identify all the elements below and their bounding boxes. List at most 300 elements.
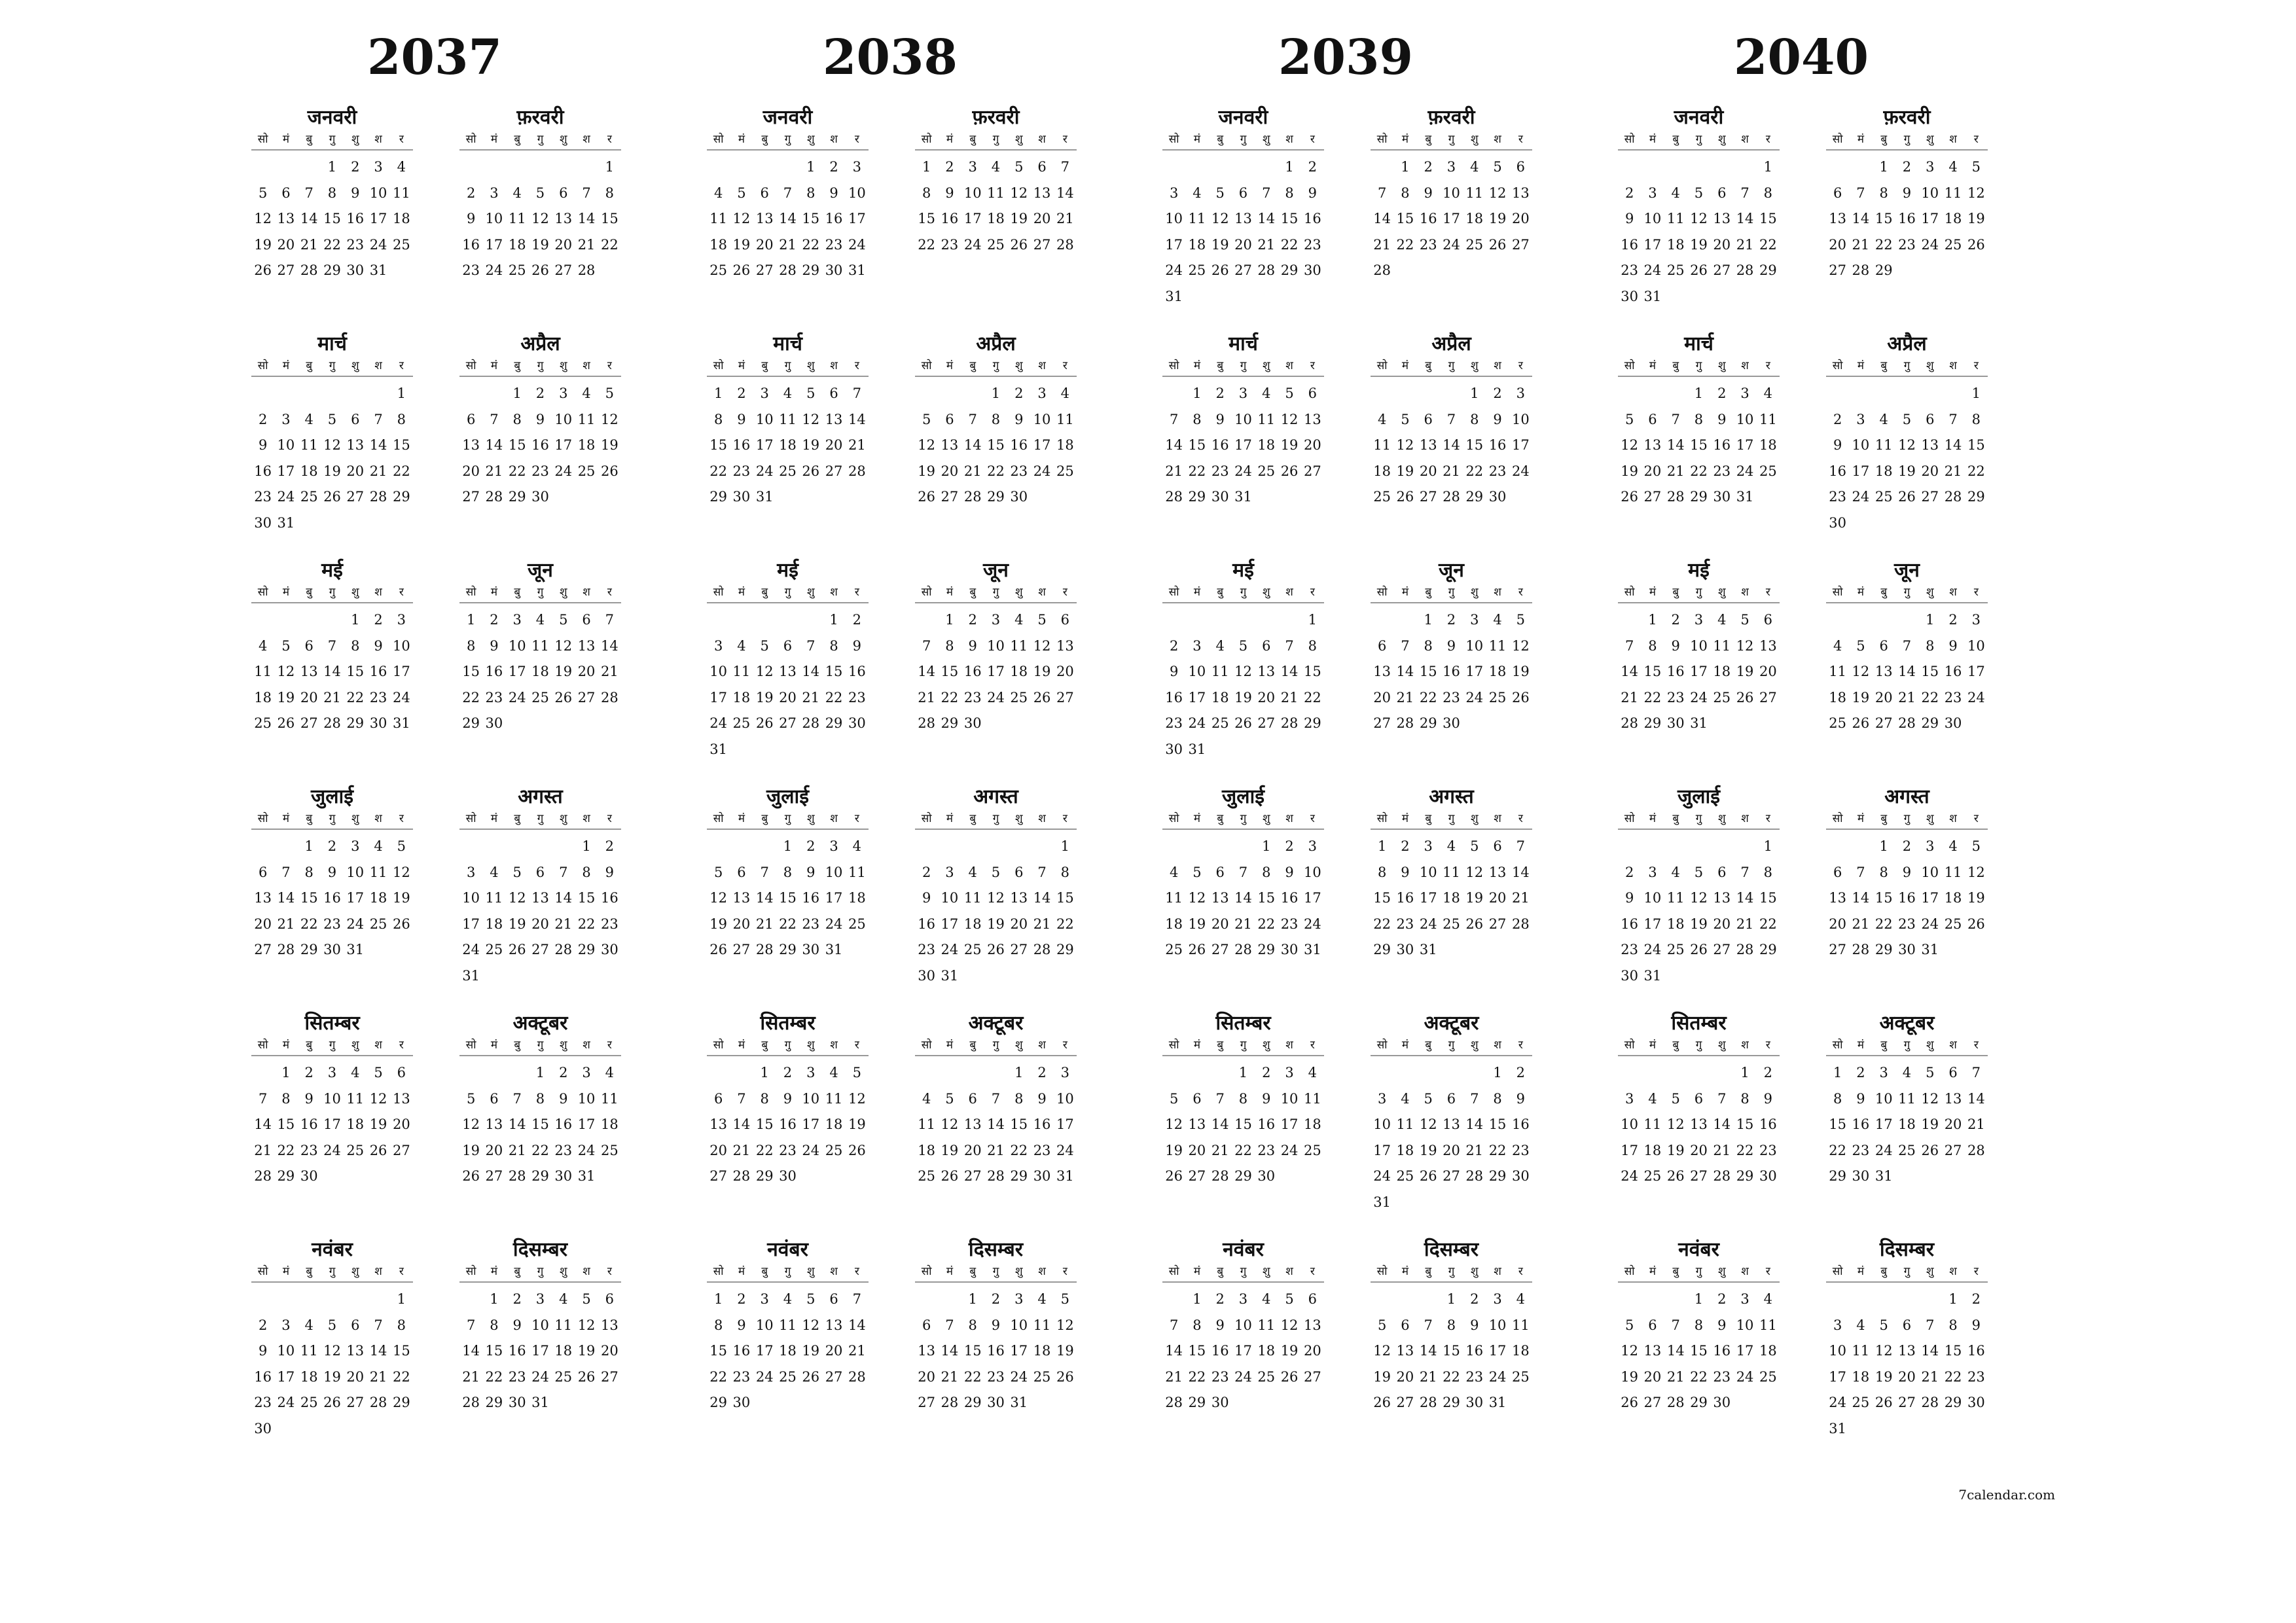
day-cell: 19 <box>1211 236 1229 253</box>
day-cell: 3 <box>1014 1291 1024 1307</box>
day-cell: 21 <box>577 236 596 253</box>
day-cell: 19 <box>1511 664 1530 679</box>
weekday-label: शु <box>1718 133 1726 146</box>
day-cell: 9 <box>1833 437 1842 453</box>
empty-cell <box>1826 607 1849 633</box>
weekday-label: गु <box>1903 1039 1910 1052</box>
day-cell: 28 <box>1234 942 1252 957</box>
day-cell: 19 <box>1165 1142 1183 1158</box>
day-cell: 9 <box>922 890 931 906</box>
month-name: जुलाई <box>766 785 810 808</box>
month-name: दिसम्बर <box>1879 1238 1935 1261</box>
day-cell: 3 <box>466 864 476 880</box>
day-cell: 3 <box>1193 637 1202 654</box>
day-cell: 5 <box>806 385 816 401</box>
day-cell: 11 <box>709 211 727 226</box>
day-cell: 21 <box>732 1142 751 1158</box>
weekday-label: गु <box>1695 359 1702 372</box>
weekday-header <box>1826 357 1988 377</box>
day-cell: 16 <box>1396 890 1414 906</box>
day-grid <box>1618 151 1780 310</box>
day-cell: 31 <box>1373 1194 1391 1210</box>
day-cell: 9 <box>1971 1317 1981 1333</box>
day-cell: 24 <box>1829 1395 1846 1410</box>
weekday-label: श <box>1038 359 1046 372</box>
day-cell: 15 <box>392 437 410 453</box>
day-cell: 3 <box>327 1065 337 1080</box>
day-cell: 5 <box>713 864 723 880</box>
day-cell: 18 <box>1396 1142 1414 1158</box>
weekday-label: बु <box>514 586 521 599</box>
empty-cell <box>506 834 529 860</box>
day-cell: 14 <box>277 890 295 906</box>
day-cell: 3 <box>852 159 862 175</box>
empty-cell <box>1232 607 1255 633</box>
day-cell: 3 <box>1926 159 1935 175</box>
weekday-label: र <box>607 1265 612 1278</box>
empty-cell <box>274 834 297 860</box>
day-cell: 1 <box>582 838 591 854</box>
day-cell: 15 <box>802 211 820 226</box>
weekday-label: सो <box>1376 1039 1388 1052</box>
day-cell: 17 <box>1511 437 1530 453</box>
weekday-label: सो <box>713 1039 724 1052</box>
weekday-label: श <box>583 1039 590 1052</box>
day-cell: 28 <box>848 463 866 479</box>
day-cell: 3 <box>374 159 383 175</box>
day-cell: 4 <box>1948 838 1958 854</box>
day-cell: 10 <box>369 185 387 201</box>
day-cell: 18 <box>1465 211 1484 226</box>
day-cell: 10 <box>1303 864 1321 880</box>
day-grid <box>1371 1283 1532 1416</box>
weekday-label: शु <box>351 1039 359 1052</box>
day-cell: 6 <box>1948 1065 1958 1080</box>
day-cell: 24 <box>1852 489 1870 505</box>
day-cell: 8 <box>397 1317 406 1333</box>
weekday-label: गु <box>784 1265 791 1278</box>
month-name: जून <box>1439 559 1464 582</box>
day-cell: 16 <box>369 664 387 679</box>
day-grid <box>1371 603 1532 737</box>
empty-cell <box>1687 154 1710 181</box>
empty-cell <box>251 154 274 181</box>
day-cell: 26 <box>1621 1395 1638 1410</box>
weekday-label: गु <box>784 359 791 372</box>
day-cell: 29 <box>1303 715 1321 731</box>
day-cell: 15 <box>1056 890 1074 906</box>
day-grid <box>1162 1283 1324 1416</box>
day-cell: 23 <box>346 236 365 253</box>
day-cell: 15 <box>1443 1343 1460 1359</box>
day-cell: 23 <box>1303 236 1321 253</box>
day-cell: 2 <box>1424 159 1433 175</box>
weekday-label: र <box>1518 133 1523 146</box>
weekday-label: बु <box>1217 359 1224 372</box>
day-cell: 20 <box>1234 236 1252 253</box>
day-cell: 24 <box>277 1395 295 1410</box>
day-cell: 30 <box>600 942 619 957</box>
day-cell: 30 <box>1713 489 1731 505</box>
empty-cell <box>707 607 730 633</box>
day-cell: 10 <box>1234 1317 1252 1333</box>
day-cell: 18 <box>254 689 272 705</box>
weekday-header <box>1618 131 1780 151</box>
weekday-header <box>915 810 1077 830</box>
weekday-label: बु <box>1672 133 1679 146</box>
day-cell: 14 <box>1944 437 1962 453</box>
day-cell: 3 <box>1377 1090 1387 1107</box>
day-cell: 12 <box>1874 1343 1893 1359</box>
day-cell: 15 <box>1921 664 1939 679</box>
day-cell: 13 <box>392 1090 410 1107</box>
month-10 <box>459 1010 621 1190</box>
day-cell: 17 <box>1056 1116 1074 1132</box>
day-cell: 20 <box>825 437 843 453</box>
day-cell: 22 <box>508 463 526 479</box>
day-cell: 1 <box>806 159 816 175</box>
day-cell: 12 <box>802 411 820 427</box>
day-cell: 16 <box>1465 1343 1484 1359</box>
day-cell: 14 <box>323 664 341 679</box>
day-cell: 29 <box>1465 489 1484 505</box>
day-cell: 6 <box>304 637 314 654</box>
day-cell: 19 <box>1033 664 1051 679</box>
weekday-label: सो <box>257 133 268 146</box>
day-cell: 24 <box>1033 463 1051 479</box>
day-cell: 28 <box>941 1395 959 1410</box>
day-cell: 19 <box>369 1116 387 1132</box>
day-grid <box>459 1056 621 1190</box>
day-cell: 25 <box>1852 1395 1870 1410</box>
month-9 <box>1618 1010 1780 1190</box>
day-cell: 21 <box>600 664 619 679</box>
weekday-label: शु <box>807 586 815 599</box>
day-cell: 8 <box>490 1317 499 1333</box>
day-cell: 16 <box>825 211 843 226</box>
weekday-label: सो <box>1832 1265 1843 1278</box>
day-cell: 22 <box>941 689 959 705</box>
weekday-label: गु <box>784 133 791 146</box>
day-cell: 8 <box>1879 864 1888 880</box>
weekday-label: सो <box>713 133 724 146</box>
day-cell: 24 <box>1874 1142 1893 1158</box>
day-cell: 6 <box>783 637 793 654</box>
day-cell: 18 <box>531 664 549 679</box>
empty-cell <box>1826 1287 1849 1313</box>
day-cell: 13 <box>1921 437 1939 453</box>
day-cell: 19 <box>1465 890 1484 906</box>
weekday-label: बु <box>306 133 313 146</box>
day-cell: 15 <box>709 1343 727 1359</box>
day-cell: 7 <box>559 864 568 880</box>
weekday-header <box>1162 357 1324 377</box>
empty-cell <box>1209 834 1232 860</box>
weekday-label: सो <box>1624 586 1635 599</box>
day-cell: 10 <box>323 1090 341 1107</box>
day-cell: 19 <box>254 236 272 253</box>
day-cell: 29 <box>1921 715 1939 731</box>
day-cell: 12 <box>1852 664 1870 679</box>
weekday-label: सो <box>713 1265 724 1278</box>
day-cell: 15 <box>1759 211 1777 226</box>
day-cell: 15 <box>1874 890 1893 906</box>
day-cell: 10 <box>1033 411 1051 427</box>
day-cell: 27 <box>963 1168 982 1184</box>
day-cell: 6 <box>1717 864 1727 880</box>
day-cell: 25 <box>1898 1142 1916 1158</box>
day-cell: 19 <box>1690 916 1708 932</box>
day-cell: 13 <box>1056 637 1074 654</box>
month-name: जनवरी <box>1218 106 1268 129</box>
day-cell: 8 <box>1193 411 1202 427</box>
day-cell: 23 <box>963 689 982 705</box>
weekday-label: बु <box>969 1039 977 1052</box>
day-cell: 6 <box>922 1317 931 1333</box>
day-cell: 12 <box>1211 211 1229 226</box>
weekday-label: र <box>854 133 859 146</box>
day-cell: 29 <box>1257 942 1276 957</box>
day-cell: 8 <box>1971 411 1981 427</box>
day-cell: 22 <box>1443 1368 1460 1385</box>
day-cell: 22 <box>323 236 341 253</box>
day-cell: 20 <box>1033 211 1051 226</box>
weekday-label: र <box>1310 1039 1315 1052</box>
day-cell: 21 <box>1666 1368 1685 1385</box>
weekday-label: शु <box>1263 1039 1270 1052</box>
weekday-label: श <box>1741 1039 1749 1052</box>
day-cell: 25 <box>346 1142 365 1158</box>
empty-cell <box>321 607 344 633</box>
weekday-header <box>459 131 621 151</box>
day-cell: 13 <box>277 211 295 226</box>
day-grid <box>1162 377 1324 510</box>
day-cell: 25 <box>1303 1142 1321 1158</box>
day-cell: 27 <box>1829 942 1846 957</box>
weekday-label: श <box>583 812 590 825</box>
day-cell: 18 <box>732 689 751 705</box>
day-cell: 2 <box>512 1291 522 1307</box>
day-cell: 28 <box>1257 262 1276 278</box>
day-grid <box>915 1056 1077 1190</box>
day-cell: 25 <box>732 715 751 731</box>
weekday-label: मं <box>1857 133 1864 146</box>
month-name: सितम्बर <box>1671 1012 1727 1035</box>
day-cell: 7 <box>1285 637 1294 654</box>
empty-cell <box>1873 381 1895 407</box>
day-cell: 5 <box>535 185 545 201</box>
day-cell: 6 <box>1215 864 1225 880</box>
day-cell: 10 <box>987 637 1005 654</box>
day-cell: 5 <box>1377 1317 1387 1333</box>
month-8 <box>1826 784 1988 963</box>
day-cell: 4 <box>783 385 793 401</box>
day-cell: 10 <box>1621 1116 1638 1132</box>
weekday-label: शु <box>1015 1265 1023 1278</box>
day-cell: 3 <box>1833 1317 1842 1333</box>
day-cell: 8 <box>1694 411 1704 427</box>
day-cell: 24 <box>825 916 843 932</box>
day-cell: 25 <box>1643 1168 1662 1184</box>
day-cell: 27 <box>709 1168 727 1184</box>
day-cell: 17 <box>1921 211 1939 226</box>
day-cell: 5 <box>1193 864 1202 880</box>
day-cell: 18 <box>1829 689 1846 705</box>
day-cell: 6 <box>466 411 476 427</box>
weekday-label: शु <box>1926 586 1934 599</box>
weekday-label: र <box>399 133 404 146</box>
day-cell: 17 <box>1234 437 1252 453</box>
weekday-label: मं <box>282 1039 289 1052</box>
day-cell: 15 <box>1759 890 1777 906</box>
day-cell: 29 <box>1373 942 1391 957</box>
month-8 <box>459 784 621 989</box>
day-cell: 30 <box>1967 1395 1985 1410</box>
day-cell: 19 <box>531 236 549 253</box>
day-grid <box>1618 1283 1780 1416</box>
weekday-label: गु <box>537 1039 544 1052</box>
month-3 <box>1618 331 1780 510</box>
day-cell: 7 <box>1169 1317 1179 1333</box>
day-cell: 28 <box>1465 1168 1484 1184</box>
weekday-header <box>1371 810 1532 830</box>
month-name: मई <box>1232 559 1254 582</box>
day-grid <box>1618 603 1780 737</box>
weekday-label: बु <box>1425 586 1432 599</box>
day-cell: 23 <box>485 689 503 705</box>
day-cell: 27 <box>1033 236 1051 253</box>
day-cell: 3 <box>1169 185 1179 201</box>
weekday-header <box>1371 131 1532 151</box>
day-cell: 14 <box>1373 211 1391 226</box>
day-cell: 31 <box>1488 1395 1507 1410</box>
day-cell: 2 <box>535 385 545 401</box>
day-cell: 4 <box>1856 1317 1865 1333</box>
day-cell: 20 <box>1010 916 1028 932</box>
month-name: सितम्बर <box>1215 1012 1271 1035</box>
day-cell: 26 <box>1373 1395 1391 1410</box>
day-cell: 26 <box>1852 715 1870 731</box>
day-cell: 11 <box>1511 1317 1530 1333</box>
weekday-label: सो <box>257 586 268 599</box>
day-cell: 4 <box>1648 1090 1657 1107</box>
day-cell: 20 <box>1944 1116 1962 1132</box>
day-cell: 19 <box>508 916 526 932</box>
day-cell: 23 <box>254 1395 272 1410</box>
day-cell: 30 <box>1211 489 1229 505</box>
day-cell: 12 <box>392 864 410 880</box>
day-cell: 20 <box>1303 437 1321 453</box>
weekday-label: गु <box>329 1039 336 1052</box>
month-11 <box>251 1237 413 1442</box>
day-cell: 31 <box>1829 1420 1846 1436</box>
day-cell: 31 <box>531 1395 549 1410</box>
day-cell: 5 <box>1238 637 1248 654</box>
day-grid <box>459 377 621 510</box>
day-cell: 20 <box>1488 890 1507 906</box>
day-cell: 14 <box>554 890 573 906</box>
day-cell: 24 <box>755 463 774 479</box>
day-cell: 28 <box>1165 489 1183 505</box>
day-cell: 9 <box>1717 411 1727 427</box>
day-cell: 16 <box>300 1116 318 1132</box>
day-cell: 14 <box>508 1116 526 1132</box>
day-cell: 8 <box>1493 1090 1502 1107</box>
day-cell: 27 <box>825 463 843 479</box>
day-cell: 21 <box>323 689 341 705</box>
day-cell: 5 <box>327 411 337 427</box>
empty-cell <box>1733 834 1756 860</box>
month-7 <box>1162 784 1324 963</box>
day-cell: 12 <box>531 211 549 226</box>
day-cell: 6 <box>1493 838 1502 854</box>
empty-cell <box>1440 381 1463 407</box>
day-cell: 16 <box>254 463 272 479</box>
empty-cell <box>915 607 938 633</box>
day-cell: 7 <box>1238 864 1248 880</box>
empty-cell <box>1849 154 1872 181</box>
weekday-header <box>251 584 413 603</box>
day-cell: 24 <box>531 1368 549 1385</box>
empty-cell <box>1918 1287 1941 1313</box>
weekday-label: गु <box>1695 812 1702 825</box>
day-cell: 13 <box>462 437 480 453</box>
day-cell: 4 <box>968 864 977 880</box>
day-cell: 6 <box>968 1090 977 1107</box>
day-cell: 12 <box>577 1317 596 1333</box>
weekday-label: श <box>1038 1265 1046 1278</box>
day-cell: 20 <box>709 1142 727 1158</box>
empty-cell <box>1209 607 1232 633</box>
day-cell: 3 <box>760 1291 769 1307</box>
day-cell: 28 <box>1211 1168 1229 1184</box>
day-cell: 4 <box>1833 637 1842 654</box>
day-cell: 22 <box>987 463 1005 479</box>
day-cell: 5 <box>922 411 931 427</box>
empty-cell <box>776 607 799 633</box>
weekday-label: सो <box>1624 359 1635 372</box>
day-cell: 6 <box>1238 185 1248 201</box>
day-cell: 18 <box>1033 1343 1051 1359</box>
empty-cell <box>1641 381 1664 407</box>
day-cell: 2 <box>1215 1291 1225 1307</box>
day-cell: 26 <box>1165 1168 1183 1184</box>
day-cell: 28 <box>485 489 503 505</box>
day-cell: 1 <box>1262 838 1271 854</box>
empty-cell <box>1826 154 1849 181</box>
day-cell: 5 <box>1879 1317 1888 1333</box>
weekday-label: सो <box>465 133 476 146</box>
weekday-label: गु <box>992 1265 999 1278</box>
day-cell: 8 <box>351 637 360 654</box>
weekday-label: र <box>399 1265 404 1278</box>
empty-cell <box>1232 154 1255 181</box>
day-cell: 2 <box>1624 864 1634 880</box>
day-cell: 2 <box>829 159 838 175</box>
empty-cell <box>707 834 730 860</box>
day-cell: 16 <box>1211 437 1229 453</box>
day-cell: 27 <box>346 1395 365 1410</box>
day-cell: 16 <box>508 1343 526 1359</box>
day-cell: 22 <box>346 689 365 705</box>
weekday-label: शु <box>351 133 359 146</box>
day-cell: 17 <box>1373 1142 1391 1158</box>
weekday-label: मं <box>1193 359 1200 372</box>
day-cell: 6 <box>1037 159 1047 175</box>
day-cell: 3 <box>1856 411 1865 427</box>
weekday-label: शु <box>1718 1265 1726 1278</box>
day-cell: 15 <box>1944 1343 1962 1359</box>
